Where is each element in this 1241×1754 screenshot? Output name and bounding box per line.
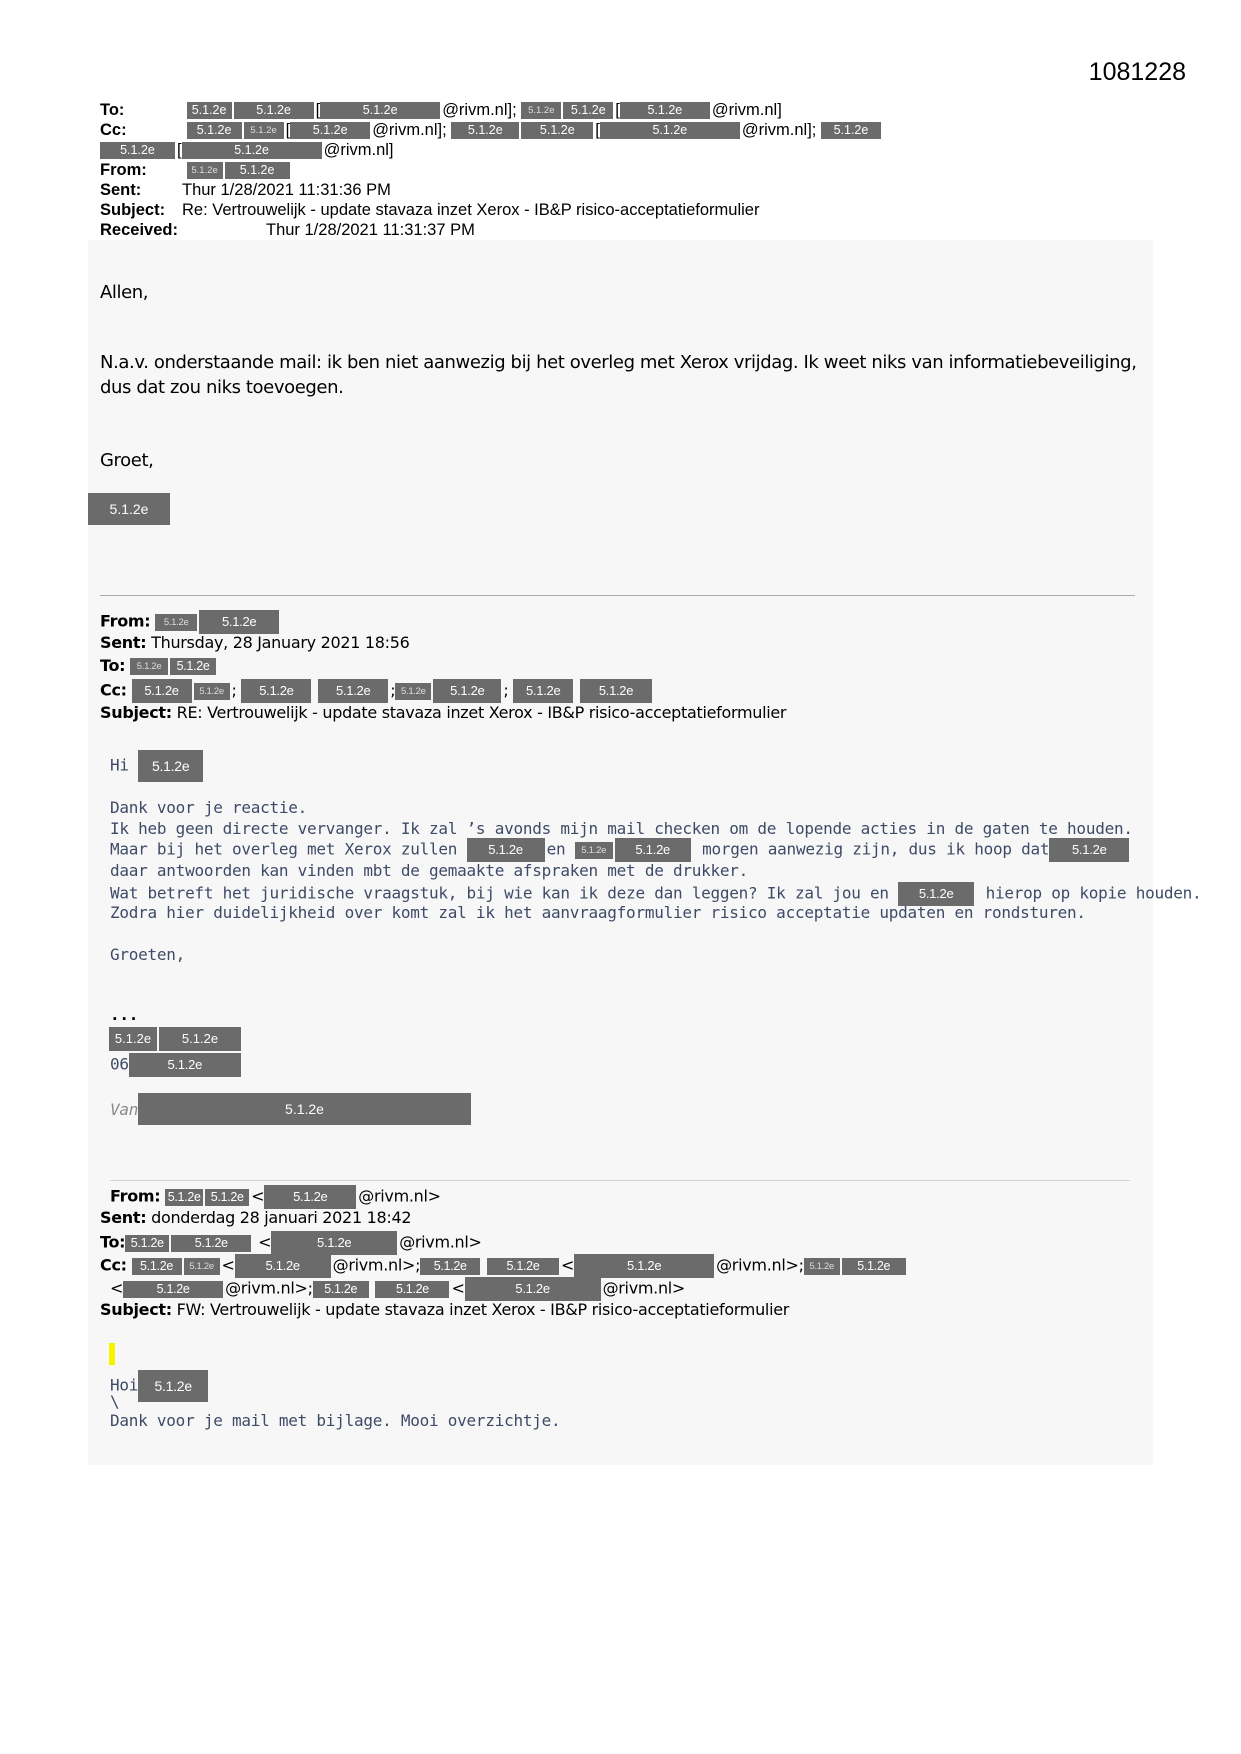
redaction: 5.1.2e xyxy=(1049,838,1129,862)
redaction: 5.1.2e xyxy=(465,1277,601,1301)
phone-prefix: 06 xyxy=(110,1054,129,1074)
bracket: [ xyxy=(315,101,321,119)
redaction: 5.1.2e xyxy=(313,1281,369,1298)
redaction: 5.1.2e xyxy=(187,122,242,139)
document-number: 1081228 xyxy=(1088,58,1186,86)
redaction: 5.1.2e xyxy=(187,162,223,179)
subject-label: Subject: xyxy=(100,201,166,219)
cc-row-continued xyxy=(110,1277,685,1301)
sent-value: Thursday, 28 January 2021 18:56 xyxy=(151,633,410,652)
text: en xyxy=(546,839,566,859)
from-label: From: xyxy=(110,1186,161,1206)
separator xyxy=(100,595,1135,596)
bracket: < xyxy=(110,1278,124,1298)
body-line: Dank voor je mail met bijlage. Mooi overzichtje. xyxy=(110,1411,561,1430)
email-domain: @rivm.nl> xyxy=(399,1232,482,1252)
bracket: < xyxy=(251,1186,265,1206)
redaction: 5.1.2e xyxy=(132,679,192,703)
redaction: 5.1.2e xyxy=(130,658,168,675)
email-domain: @rivm.nl] xyxy=(323,141,394,159)
separator xyxy=(110,1180,1130,1181)
email-domain: @rivm.nl]; xyxy=(741,121,817,139)
redaction: 5.1.2e xyxy=(290,122,370,139)
bracket: < xyxy=(258,1232,272,1252)
redaction: 5.1.2e xyxy=(320,102,440,119)
redaction: 5.1.2e xyxy=(318,679,388,703)
redaction: 5.1.2e xyxy=(182,142,322,159)
redaction: 5.1.2e xyxy=(199,610,279,634)
sent-row xyxy=(100,180,391,200)
text: Wat betreft het juridische vraagstuk, bij wie kan ik deze dan leggen? Ik zal jou en xyxy=(110,883,889,903)
cc-label: Cc: xyxy=(100,121,127,139)
sent-label: Sent: xyxy=(100,1208,147,1227)
cc-row xyxy=(100,679,654,703)
hi-line xyxy=(110,750,205,782)
received-label: Received: xyxy=(100,221,178,239)
email-domain: @rivm.nl]; xyxy=(442,101,517,119)
signature-phone xyxy=(110,1053,243,1077)
redaction: 5.1.2e xyxy=(804,1258,840,1275)
received-row xyxy=(100,220,475,240)
closing: Groeten, xyxy=(110,945,186,964)
redaction: 5.1.2e xyxy=(241,679,311,703)
bracket: < xyxy=(221,1255,235,1275)
signature-redaction xyxy=(88,493,172,525)
redaction: 5.1.2e xyxy=(165,1189,203,1206)
closing: Groet, xyxy=(100,450,154,471)
redaction: 5.1.2e xyxy=(513,679,573,703)
sent-row xyxy=(100,633,410,653)
bracket: [ xyxy=(177,141,182,159)
body-line: Dank voor je reactie. xyxy=(110,798,308,817)
to-label: To: xyxy=(100,1232,126,1252)
cc-label: Cc: xyxy=(100,680,127,700)
redaction: 5.1.2e xyxy=(184,1258,220,1275)
redaction: 5.1.2e xyxy=(575,842,613,859)
cc-row xyxy=(100,1254,908,1278)
hi-text: Hi xyxy=(110,755,129,775)
redaction: 5.1.2e xyxy=(125,1235,169,1252)
from-row xyxy=(100,160,292,180)
redaction: 5.1.2e xyxy=(563,102,613,119)
redaction: 5.1.2e xyxy=(129,1053,241,1077)
text: Maar bij het overleg met Xerox zullen xyxy=(110,839,458,859)
subject-label: Subject: xyxy=(100,1300,172,1319)
redaction: 5.1.2e xyxy=(235,1254,331,1278)
greeting: Allen, xyxy=(100,282,149,303)
to-label: To: xyxy=(100,656,126,675)
to-row xyxy=(100,100,782,120)
cc-label: Cc: xyxy=(100,1255,127,1275)
separator-char: ; xyxy=(231,680,237,700)
redaction: 5.1.2e xyxy=(271,1231,397,1255)
redaction: 5.1.2e xyxy=(170,658,216,675)
cc-row-continued xyxy=(100,140,394,160)
email-domain: @rivm.nl] xyxy=(711,101,782,119)
sent-row xyxy=(100,1208,411,1228)
redaction: 5.1.2e xyxy=(225,162,290,179)
van-line xyxy=(110,1100,138,1119)
redaction: 5.1.2e xyxy=(580,679,652,703)
body-line: N.a.v. onderstaande mail: ik ben niet aanwezig bij het overleg met Xerox vrijdag. Ik weet niks van informatiebeveiliging, xyxy=(100,352,1137,373)
email-domain: @rivm.nl]; xyxy=(372,121,447,139)
separator-char: ; xyxy=(503,680,509,700)
redaction: 5.1.2e xyxy=(234,102,314,119)
ellipsis: ... xyxy=(110,1005,139,1024)
redaction: 5.1.2e xyxy=(155,614,197,631)
from-row xyxy=(110,1185,441,1209)
bracket: [ xyxy=(285,121,291,139)
hoi-line xyxy=(110,1370,210,1402)
redaction: 5.1.2e xyxy=(615,838,691,862)
bracket: [ xyxy=(615,101,620,119)
email-domain: @rivm.nl>; xyxy=(225,1278,313,1298)
body-line: daar antwoorden kan vinden mbt de gemaakte afspraken met de drukker. xyxy=(110,861,749,880)
subject-row xyxy=(100,703,786,723)
sent-value: donderdag 28 januari 2021 18:42 xyxy=(151,1208,412,1227)
subject-row xyxy=(100,1300,789,1320)
from-label: From: xyxy=(100,611,151,631)
from-row xyxy=(100,610,281,634)
backslash-line: \ xyxy=(110,1392,120,1411)
signature-name xyxy=(109,1027,243,1051)
redaction: 5.1.2e xyxy=(109,1027,157,1051)
bracket: [ xyxy=(595,121,600,139)
body-line: Ik heb geen directe vervanger. Ik zal ’s avonds mijn mail checken om de lopende acties in de gaten te houden. xyxy=(110,819,1133,838)
redaction: 5.1.2e xyxy=(521,102,561,119)
redaction: 5.1.2e xyxy=(171,1235,251,1252)
email-domain: @rivm.nl>; xyxy=(716,1255,804,1275)
redaction: 5.1.2e xyxy=(600,122,740,139)
redaction: 5.1.2e xyxy=(467,838,545,862)
from-label: From: xyxy=(100,161,147,179)
redaction: 5.1.2e xyxy=(88,493,170,525)
to-row xyxy=(100,656,218,676)
redaction: 5.1.2e xyxy=(395,683,431,700)
redaction: 5.1.2e xyxy=(821,122,881,139)
redaction: 5.1.2e xyxy=(138,1370,208,1402)
redaction: 5.1.2e xyxy=(487,1258,559,1275)
hoi-text: Hoi xyxy=(110,1375,139,1395)
sent-label: Sent: xyxy=(100,633,147,652)
to-row xyxy=(100,1231,482,1255)
redaction: 5.1.2e xyxy=(194,683,230,700)
email-domain: @rivm.nl> xyxy=(358,1186,441,1206)
cc-row xyxy=(100,120,883,140)
body-line xyxy=(110,838,1131,862)
redaction: 5.1.2e xyxy=(159,1027,241,1051)
sent-label: Sent: xyxy=(100,181,142,199)
redaction: 5.1.2e xyxy=(123,1281,223,1298)
redaction: 5.1.2e xyxy=(138,1093,471,1125)
redaction: 5.1.2e xyxy=(451,122,519,139)
redaction: 5.1.2e xyxy=(264,1185,356,1209)
separator-char: ; xyxy=(390,680,396,700)
sent-value: Thur 1/28/2021 11:31:36 PM xyxy=(182,181,391,199)
highlight-mark xyxy=(109,1343,115,1365)
text: hierop op kopie houden. xyxy=(985,883,1202,903)
redaction: 5.1.2e xyxy=(842,1258,906,1275)
redaction: 5.1.2e xyxy=(187,102,232,119)
bracket: < xyxy=(451,1278,465,1298)
bracket: < xyxy=(561,1255,575,1275)
redaction: 5.1.2e xyxy=(138,750,203,782)
body-line: dus dat zou niks toevoegen. xyxy=(100,377,344,398)
van-text: Van xyxy=(110,1100,139,1119)
redaction: 5.1.2e xyxy=(433,679,501,703)
subject-label: Subject: xyxy=(100,703,172,722)
redaction: 5.1.2e xyxy=(898,882,974,906)
to-label: To: xyxy=(100,101,125,119)
subject-value: FW: Vertrouwelijk - update stavaza inzet Xerox - IB&P risico-acceptatieformulier xyxy=(176,1300,790,1319)
redaction: 5.1.2e xyxy=(244,122,284,139)
redaction: 5.1.2e xyxy=(100,142,175,159)
subject-value: RE: Vertrouwelijk - update stavaza inzet Xerox - IB&P risico-acceptatieformulier xyxy=(176,703,787,722)
email-domain: @rivm.nl>; xyxy=(332,1255,421,1275)
redaction: 5.1.2e xyxy=(132,1258,182,1275)
body-line: Zodra hier duidelijkheid over komt zal ik het aanvraagformulier risico acceptatie updaten en rondsturen. xyxy=(110,903,1086,922)
redaction: 5.1.2e xyxy=(521,122,593,139)
redaction: 5.1.2e xyxy=(420,1258,480,1275)
redaction: 5.1.2e xyxy=(375,1281,449,1298)
van-redaction xyxy=(138,1093,473,1125)
subject-value: Re: Vertrouwelijk - update stavaza inzet Xerox - IB&P risico-acceptatieformulier xyxy=(182,201,760,219)
redaction: 5.1.2e xyxy=(205,1189,249,1206)
redaction: 5.1.2e xyxy=(574,1254,714,1278)
email-domain: @rivm.nl> xyxy=(602,1278,686,1298)
text: morgen aanwezig zijn, dus ik hoop dat xyxy=(702,839,1050,859)
redaction: 5.1.2e xyxy=(620,102,710,119)
subject-row xyxy=(100,200,759,220)
received-value: Thur 1/28/2021 11:31:37 PM xyxy=(266,221,475,239)
